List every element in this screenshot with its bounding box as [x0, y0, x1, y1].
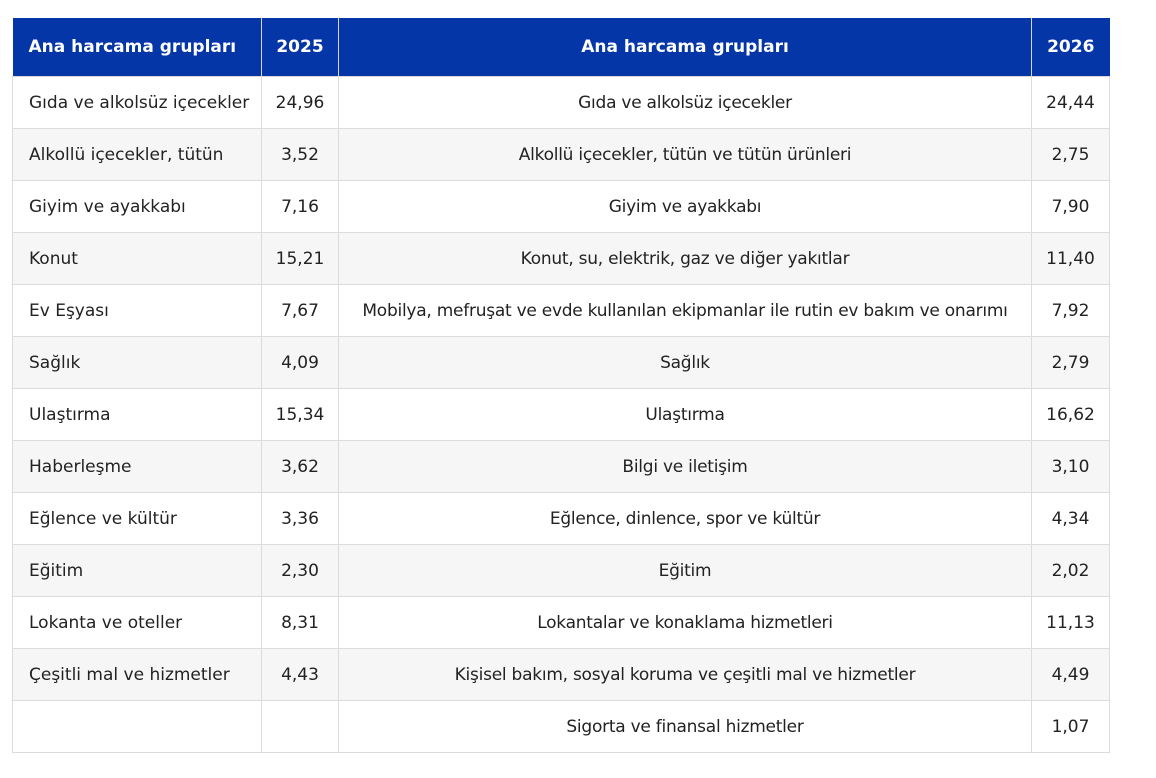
- group-2025-cell: Lokanta ve oteller: [13, 597, 262, 649]
- group-2025-cell: Eğitim: [13, 545, 262, 597]
- weight-2026-cell: 7,92: [1032, 285, 1110, 337]
- group-2026-cell: Sağlık: [339, 337, 1032, 389]
- group-2025-cell: Eğlence ve kültür: [13, 493, 262, 545]
- table-row: [13, 701, 1110, 753]
- group-2026-cell: Eğlence, dinlence, spor ve kültür: [339, 493, 1032, 545]
- group-2026-cell: Sigorta ve finansal hizmetler: [339, 701, 1032, 753]
- table-row: [13, 129, 1110, 181]
- weight-2025-cell: 4,43: [262, 649, 339, 701]
- weight-2025-cell: 4,09: [262, 337, 339, 389]
- group-2026-cell: Mobilya, mefruşat ve evde kullanılan ekipmanlar ile rutin ev bakım ve onarımı: [339, 285, 1032, 337]
- group-2026-cell: Eğitim: [339, 545, 1032, 597]
- weight-2025-cell: 3,62: [262, 441, 339, 493]
- weight-2026-cell: 7,90: [1032, 181, 1110, 233]
- group-2025-cell: Konut: [13, 233, 262, 285]
- group-2025-cell: Sağlık: [13, 337, 262, 389]
- group-2026-cell: Konut, su, elektrik, gaz ve diğer yakıtlar: [339, 233, 1032, 285]
- weight-2025-cell: 7,67: [262, 285, 339, 337]
- group-2025-cell: Haberleşme: [13, 441, 262, 493]
- table-row: [13, 337, 1110, 389]
- weight-2025-cell: 3,52: [262, 129, 339, 181]
- group-2025-cell: Ev Eşyası: [13, 285, 262, 337]
- weight-2026-cell: 24,44: [1032, 77, 1110, 129]
- weight-2026-cell: 11,40: [1032, 233, 1110, 285]
- group-2026-cell: Lokantalar ve konaklama hizmetleri: [339, 597, 1032, 649]
- header-row: [13, 18, 1110, 77]
- weight-2025-cell: 3,36: [262, 493, 339, 545]
- weight-2025-cell: 7,16: [262, 181, 339, 233]
- group-2026-cell: Alkollü içecekler, tütün ve tütün ürünleri: [339, 129, 1032, 181]
- weight-2026-cell: 3,10: [1032, 441, 1110, 493]
- group-2026-cell: Gıda ve alkolsüz içecekler: [339, 77, 1032, 129]
- header-year-2026: 2026: [1032, 18, 1110, 77]
- weight-2026-cell: 2,75: [1032, 129, 1110, 181]
- table-header: [13, 18, 1110, 77]
- group-2025-cell: Çeşitli mal ve hizmetler: [13, 649, 262, 701]
- table-row: [13, 597, 1110, 649]
- group-2026-cell: Giyim ve ayakkabı: [339, 181, 1032, 233]
- group-2025-cell: Ulaştırma: [13, 389, 262, 441]
- weight-2026-cell: 11,13: [1032, 597, 1110, 649]
- table-row: [13, 441, 1110, 493]
- table-row: [13, 285, 1110, 337]
- group-2026-cell: Bilgi ve iletişim: [339, 441, 1032, 493]
- table-row: [13, 545, 1110, 597]
- table-row: [13, 493, 1110, 545]
- weight-2026-cell: 16,62: [1032, 389, 1110, 441]
- weight-2026-cell: 4,34: [1032, 493, 1110, 545]
- header-group-2026: Ana harcama grupları: [339, 18, 1032, 77]
- weight-2026-cell: 4,49: [1032, 649, 1110, 701]
- weight-2025-cell: 15,34: [262, 389, 339, 441]
- group-2026-cell: Kişisel bakım, sosyal koruma ve çeşitli mal ve hizmetler: [339, 649, 1032, 701]
- table-row: [13, 233, 1110, 285]
- weight-2025-cell: 24,96: [262, 77, 339, 129]
- weight-2025-cell: 2,30: [262, 545, 339, 597]
- header-year-2025: 2025: [262, 18, 339, 77]
- group-2026-cell: Ulaştırma: [339, 389, 1032, 441]
- table-body: [13, 77, 1110, 753]
- weight-2026-cell: 1,07: [1032, 701, 1110, 753]
- group-2025-cell: [13, 701, 262, 753]
- spending-weights-table: [12, 18, 1110, 753]
- table-row: [13, 181, 1110, 233]
- weight-2026-cell: 2,02: [1032, 545, 1110, 597]
- group-2025-cell: Giyim ve ayakkabı: [13, 181, 262, 233]
- weight-2025-cell: 15,21: [262, 233, 339, 285]
- header-group-2025: Ana harcama grupları: [13, 18, 262, 77]
- weight-2026-cell: 2,79: [1032, 337, 1110, 389]
- group-2025-cell: Alkollü içecekler, tütün: [13, 129, 262, 181]
- table-row: [13, 389, 1110, 441]
- weight-2025-cell: [262, 701, 339, 753]
- table-row: [13, 649, 1110, 701]
- table-row: [13, 77, 1110, 129]
- group-2025-cell: Gıda ve alkolsüz içecekler: [13, 77, 262, 129]
- weight-2025-cell: 8,31: [262, 597, 339, 649]
